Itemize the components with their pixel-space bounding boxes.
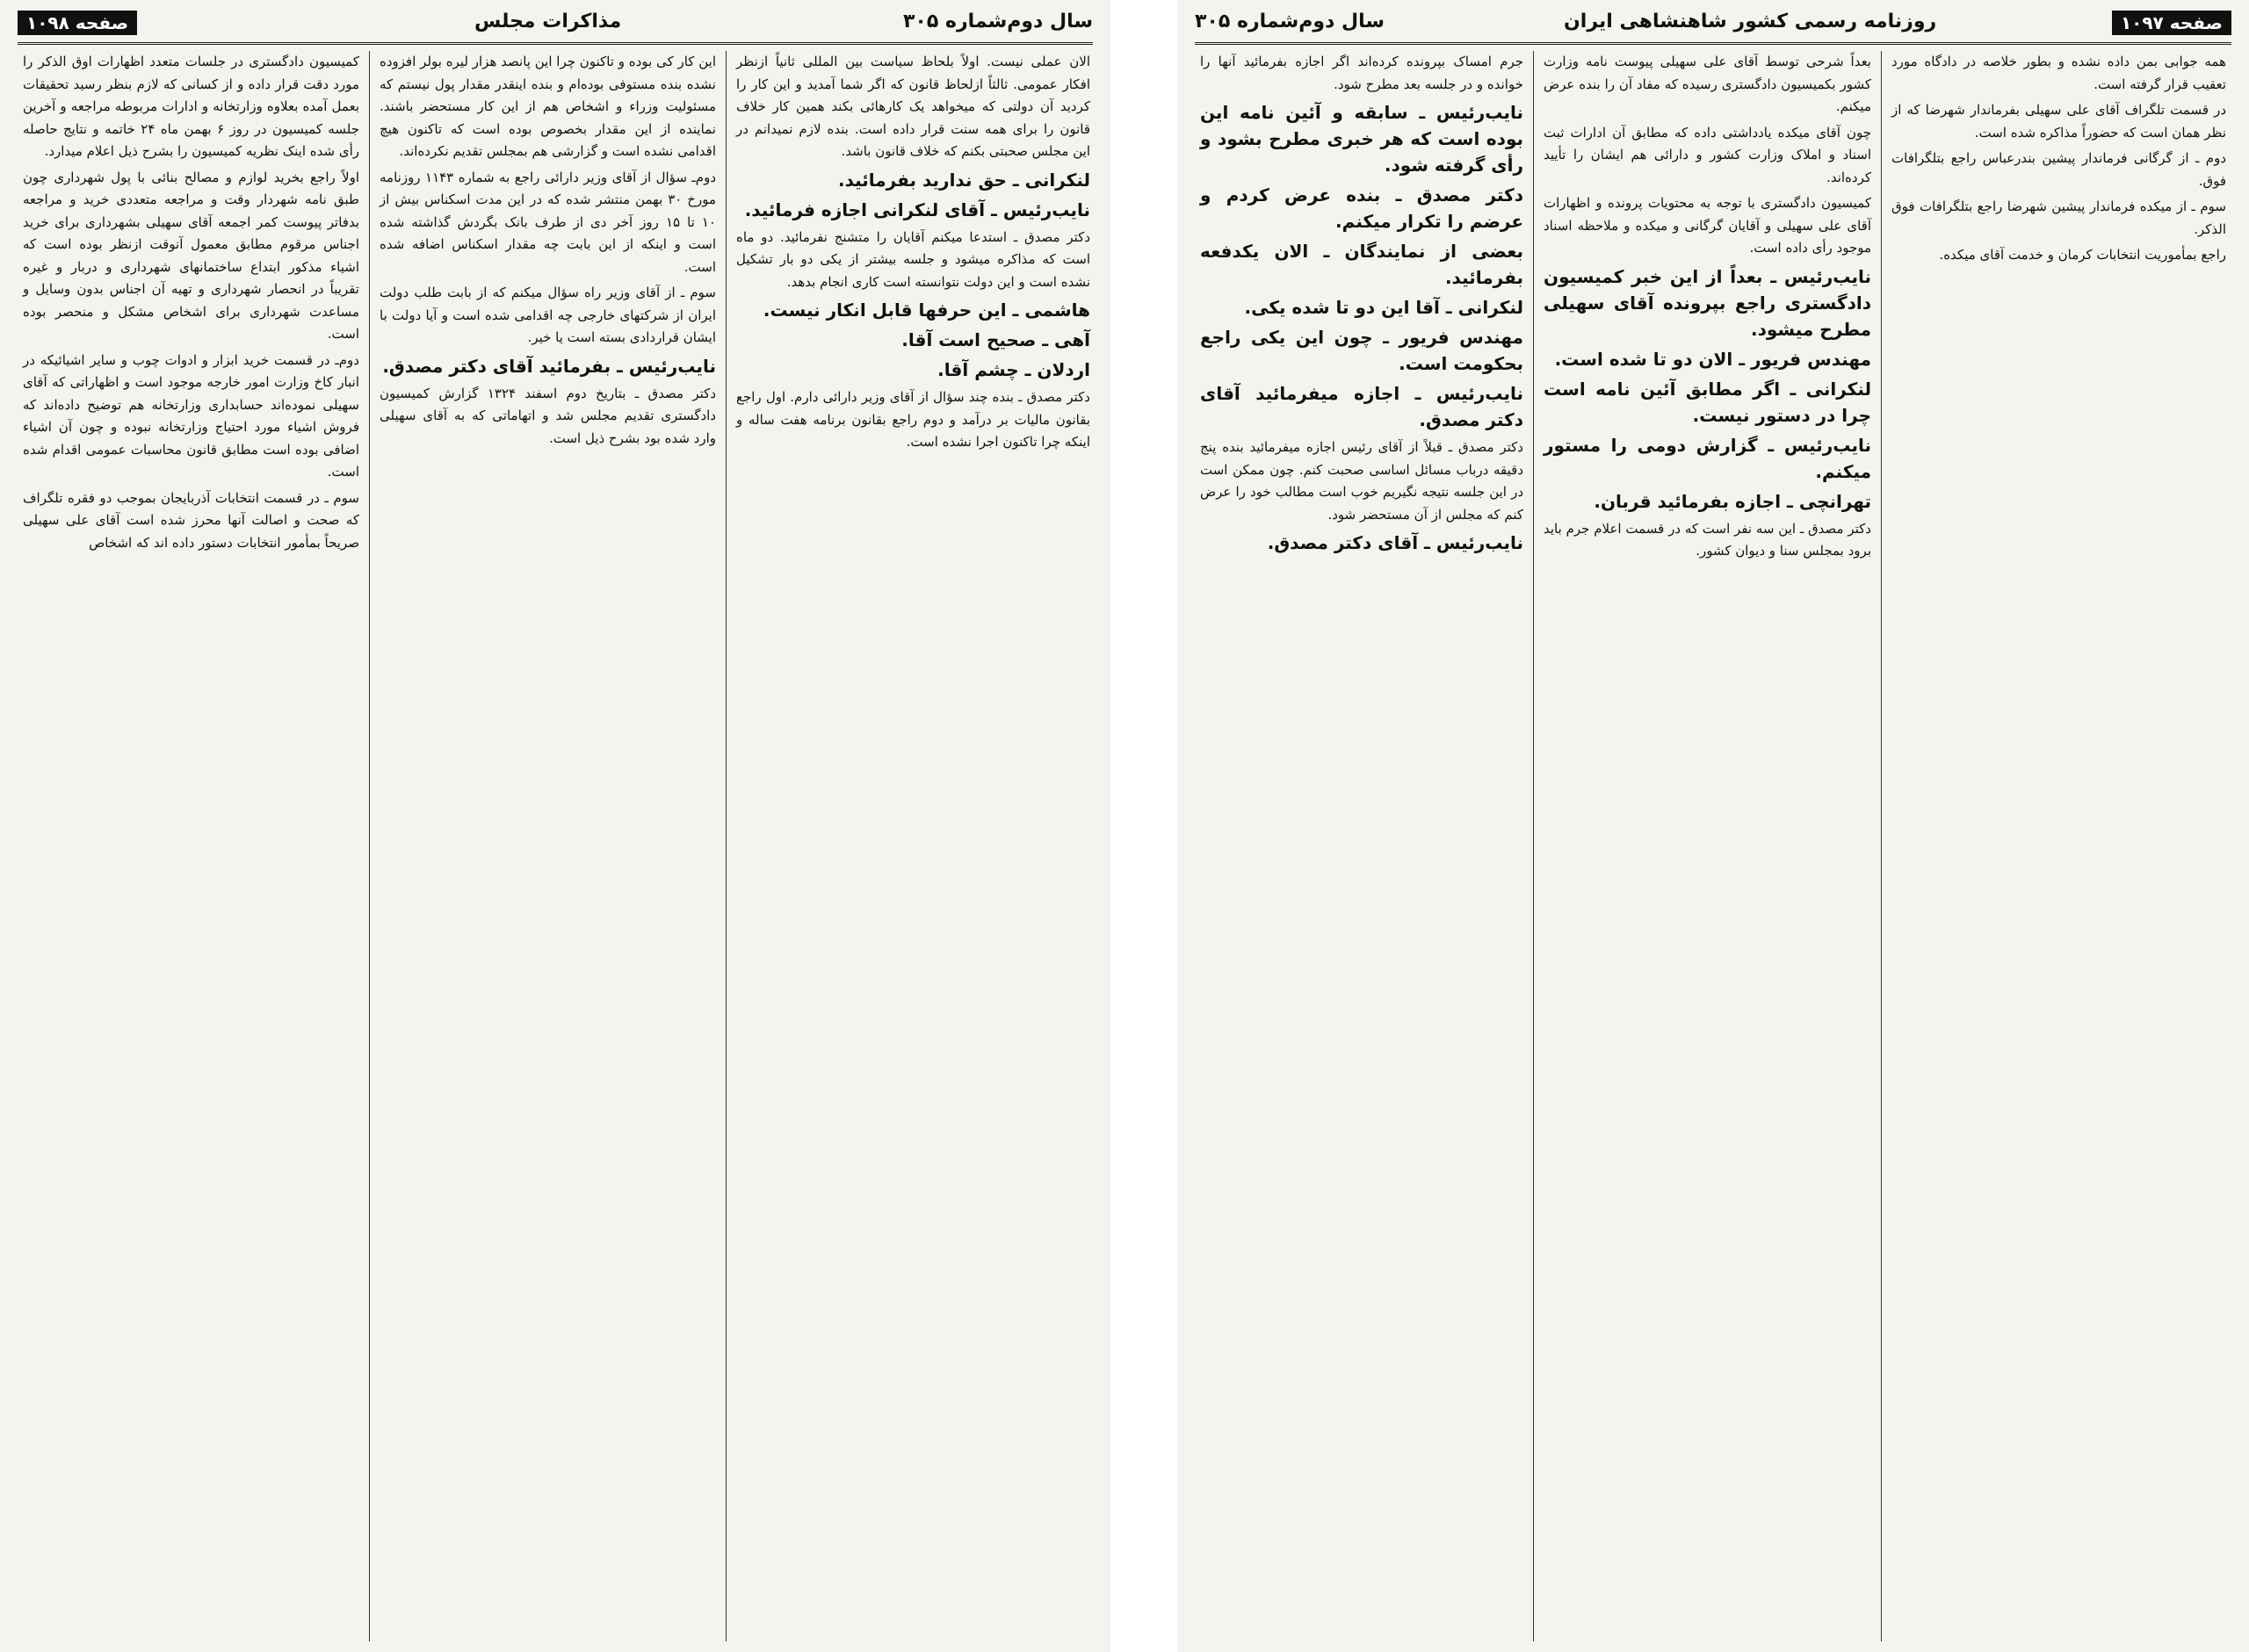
speaker-line: نایب‌رئیس ـ بعداً از این خبر کمیسیون دادگستری راجع بپرونده آقای سهیلی مطرح میشود.	[1544, 265, 1871, 340]
speaker-line: نایب‌رئیس ـ آقای دکتر مصدق.	[1267, 532, 1523, 553]
paragraph: دوم ـ از گرگانی فرماندار پیشین بندرعباس راجع بتلگرافات فوق.	[1891, 150, 2226, 189]
right-page-header	[1195, 7, 2231, 45]
paragraph: بعداً شرحی توسط آقای علی سهیلی پیوست نامه وزارت کشور بکمیسیون دادگستری رسیده که مفاد آن را بنده عرض میکنم.	[1544, 54, 1871, 114]
speaker-line: نایب‌رئیس ـ آقای لنکرانی اجازه فرمائید.	[744, 198, 1090, 220]
paragraph: دکتر مصدق ـ این سه نفر است که در قسمت اعلام جرم باید برود بمجلس سنا و دیوان کشور.	[1544, 520, 1871, 559]
paragraph: راجع بمأموریت انتخابات کرمان و خدمت آقای میکده.	[1939, 247, 2226, 263]
text-column-right	[731, 51, 1096, 1641]
column-divider	[726, 51, 727, 1641]
speaker-line: اردلان ـ چشم آقا.	[937, 359, 1090, 380]
paragraph: سوم ـ از میکده فرماندار پیشین شهرضا راجع بتلگرافات فوق الذکر.	[1891, 198, 2226, 237]
paragraph: دکتر مصدق ـ بتاریخ دوم اسفند ۱۳۲۴ گزارش کمیسیون دادگستری تقدیم مجلس شد و اتهاماتی که به آقای سهیلی وارد شده بود بشرح ذیل است.	[380, 385, 716, 446]
text-column-middle	[374, 51, 721, 1641]
paragraph: دکتر مصدق ـ بنده چند سؤال از آقای وزیر دارائی دارم. اول راجع بقانون مالیات بر درآمد و دوم راجع بقانون برنامه هفت ساله و اینکه چرا تاکنون اجرا نشده است.	[736, 389, 1090, 450]
left-page-header	[18, 7, 1093, 45]
paragraph: جرم امساک بپرونده کرده‌اند اگر اجازه بفرمائید آنها را خوانده و در جلسه بعد مطرح شود.	[1200, 54, 1523, 92]
text-column-right	[1886, 51, 2231, 1641]
paragraph: چون آقای میکده یادداشتی داده که مطابق آن ادارات ثبت اسناد و املاک وزارت کشور و دارائی هم ایشان را تأیید کرده‌اند.	[1544, 124, 1871, 185]
speaker-line: لنکرانی ـ حق ندارید بفرمائید.	[837, 169, 1090, 191]
column-divider	[1533, 51, 1534, 1641]
speaker-line: نایب‌رئیس ـ گزارش دومی را مستور میکنم.	[1544, 434, 1871, 482]
column-divider	[1881, 51, 1882, 1641]
paragraph: همه جوابی بمن داده نشده و بطور خلاصه در دادگاه مورد تعقیب قرار گرفته است.	[1891, 54, 2226, 92]
speaker-line: هاشمی ـ این حرفها قابل انکار نیست.	[763, 299, 1090, 321]
speaker-line: آهی ـ صحیح است آقا.	[901, 329, 1090, 350]
speaker-line: نایب‌رئیس ـ بفرمائید آقای دکتر مصدق.	[382, 355, 716, 377]
text-column-left	[18, 51, 365, 1641]
paragraph: دوم‌ـ در قسمت خرید ابزار و ادوات چوب و سایر اشیائیکه در انبار کاخ وزارت امور خارجه موجود است و اظهاراتی که آقای سهیلی نموده‌اند حسابداری وزارتخانه هم توضیح داده‌اند که فروش اشیاء مورد احتیاج وزارتخانه نبوده و چون آن اشیاء اضافی بوده است مطابق قانون محاسبات عمومی اقدام شده است.	[23, 351, 359, 480]
paragraph: در قسمت تلگراف آقای علی سهیلی بفرماندار شهرضا که از نظر همان است که حضوراً مذاکره شده است.	[1891, 102, 2226, 141]
gazette-title: روزنامه رسمی کشور شاهنشاهی ایران	[1564, 11, 1937, 32]
section-title: مذاکرات مجلس	[474, 11, 622, 32]
speaker-line: تهرانچی ـ اجازه بفرمائید قربان.	[1594, 490, 1871, 512]
speaker-line: بعضی از نمایندگان ـ الان یکدفعه بفرمائید.	[1200, 241, 1523, 288]
paragraph: دکتر مصدق ـ قبلاً از آقای رئیس اجازه میفرمائید بنده پنج دقیقه درباب مسائل اساسی صحبت کنم. چون ممکن است در این جلسه نتیجه نگیریم خوب است مطالب خود را عرض کنم که مجلس از آن مستحضر شود.	[1200, 439, 1523, 523]
right-page	[1177, 0, 2249, 1652]
text-column-left	[1195, 51, 1529, 1641]
speaker-line: لنکرانی ـ اگر مطابق آئین نامه است چرا در دستور نیست.	[1544, 378, 1871, 426]
issue-label: سال دوم‌شماره ۳۰۵	[1195, 11, 1385, 32]
speaker-line: مهندس فریور ـ الان دو تا شده است.	[1554, 348, 1871, 370]
speaker-line: نایب‌رئیس ـ اجازه میفرمائید آقای دکتر مصدق.	[1200, 383, 1523, 430]
column-divider	[369, 51, 370, 1641]
issue-label: سال دوم‌شماره ۳۰۵	[903, 11, 1093, 32]
page-number: صفحه ۱۰۹۷	[2112, 11, 2231, 35]
left-page	[0, 0, 1110, 1652]
paragraph: دکتر مصدق ـ استدعا میکنم آقایان را متشنج نفرمائید. دو ماه است که مذاکره میشود و جلسه بیشتر از یکی دو بار تشکیل نشده است و این دولت نتوانسته است کاری انجام بدهد.	[736, 228, 1090, 290]
speaker-line: مهندس فریور ـ چون این یکی راجع بحکومت است.	[1200, 327, 1523, 374]
paragraph: الان عملی نیست. اولاً بلحاظ سیاست بین المللی ثانیاً ازنظر افکار عمومی. ثالثاً ازلحاظ قانون که اگر شما آمدید و این کار را کردید آن دولتی که میخواهد یک کارهائی بکند همین کار خلاف قانون را برای همه سنت قرار داده است. بنده لازم نمیدانم در این مجلس صحبتی بکنم که خلاف قانون باشد.	[736, 54, 1090, 159]
speaker-line: نایب‌رئیس ـ سابقه و آئین نامه این بوده است که هر خبری مطرح بشود و رأی گرفته شود.	[1200, 102, 1523, 176]
page-number: صفحه ۱۰۹۸	[18, 11, 137, 35]
speaker-line: لنکرانی ـ آقا این دو تا شده یکی.	[1244, 297, 1523, 318]
paragraph: اولاً راجع بخرید لوازم و مصالح بنائی با پول شهرداری چون طبق نامه شهردار وقت و مراجعه متعددی خرید و مراجعه بدفاتر پیوست کمر اجمعه آقای سهیلی بشهرداری برای خرید اجناس مرقوم مطابق معمول آنوقت ازنظر بوده است که اشیاء مذکور ابتداع ساختمانهای شهرداری و دربار و غیره تقریباً در انحصار شهرداری و تهیه آن اجناس بدون وسایل و مساعدت شهرداری برای اشخاص مشکل و منحصر بوده است.	[23, 169, 359, 342]
paragraph: این کار کی بوده و تاکنون چرا این پانصد هزار لیره بولر افزوده نشده بنده مستوفی بوده‌ام و بنده اینقدر مقدار پول نیستم که مسئولیت وزراء و اشخاص هم از این کار مستحضر باشند. نماینده از این مقدار بخصوص بوده است که تاکنون هیچ اقدامی نشده است و گزارشی هم بمجلس تقدیم نکرده‌اند.	[380, 54, 716, 159]
paragraph: دوم‌ـ سؤال از آقای وزیر دارائی راجع به شماره ۱۱۴۳ روزنامه مورخ ۳۰ بهمن منتشر شده که در این مدت اسکناس بیش از ۱۰ تا ۱۵ روز آخر دی از طرف بانک بگردش گذاشته شده است و اینکه از این بابت چه مقدار اسکناس اضافه شده است.	[380, 169, 716, 275]
paragraph: سوم ـ در قسمت انتخابات آذربایجان بموجب دو فقره تلگراف که صحت و اصالت آنها محرز شده است آقای علی سهیلی صریحاً بمأمور انتخابات دستور داده اند که اشخاص	[23, 489, 359, 551]
paragraph: سوم ـ از آقای وزیر راه سؤال میکنم که از بابت طلب دولت ایران از شرکتهای خارجی چه اقدامی شده است و آیا دولت با ایشان قراردادی بسته است یا خیر.	[380, 285, 716, 345]
text-column-middle	[1538, 51, 1877, 1641]
speaker-line: دکتر مصدق ـ بنده عرض کردم و عرضم را تکرار میکنم.	[1200, 184, 1523, 232]
page-gutter	[1110, 0, 1177, 1652]
paragraph: کمیسیون دادگستری با توجه به محتویات پرونده و اظهارات آقای علی سهیلی و آقایان گرگانی و میکده و ملاحظه اسناد موجود رأی داده است.	[1544, 195, 1871, 256]
paragraph: کمیسیون دادگستری در جلسات متعدد اظهارات اوق الذکر را مورد دقت قرار داده و از کسانی که لازم بنظر رسید تحقیقات بعمل آمده بعلاوه وزارتخانه و ادارات مربوطه مراجعه و آخرین جلسه کمیسیون در روز ۶ بهمن ماه ۲۴ خاتمه و نتایج حاصله رأی شده اینک نظریه کمیسیون را بشرح ذیل اعلام میدارد.	[23, 54, 360, 159]
